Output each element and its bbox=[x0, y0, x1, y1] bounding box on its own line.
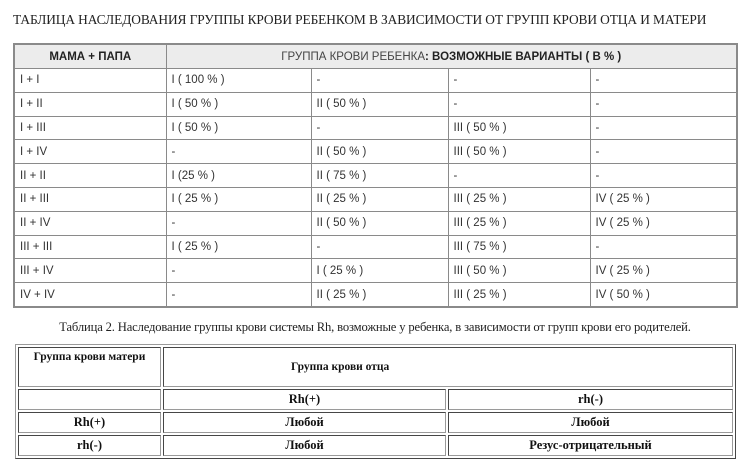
variant-cell: - bbox=[590, 235, 737, 259]
variant-cell: - bbox=[448, 69, 590, 93]
parents-cell: II + IV bbox=[14, 211, 166, 235]
subheader-father-rh-positive: Rh(+) bbox=[163, 389, 446, 410]
variant-cell: - bbox=[590, 140, 737, 164]
variant-cell: III ( 25 % ) bbox=[448, 211, 590, 235]
table-row bbox=[14, 92, 737, 116]
variant-cell: - bbox=[166, 211, 311, 235]
variant-cell: I ( 50 % ) bbox=[166, 116, 311, 140]
variant-cell: II ( 50 % ) bbox=[311, 92, 448, 116]
parents-cell: I + IV bbox=[14, 140, 166, 164]
variant-cell: II ( 50 % ) bbox=[311, 211, 448, 235]
table1-header-row bbox=[14, 44, 737, 69]
variant-cell: I ( 25 % ) bbox=[311, 259, 448, 283]
header-parents: МАМА + ПАПА bbox=[14, 44, 166, 69]
variant-cell: IV ( 25 % ) bbox=[590, 187, 737, 211]
variant-cell: - bbox=[166, 283, 311, 307]
variant-cell: III ( 25 % ) bbox=[448, 283, 590, 307]
parents-cell: II + II bbox=[14, 164, 166, 188]
variant-cell: I ( 25 % ) bbox=[166, 187, 311, 211]
parents-cell: I + II bbox=[14, 92, 166, 116]
variant-cell: III ( 50 % ) bbox=[448, 259, 590, 283]
header-child-prefix: ГРУППА КРОВИ РЕБЕНКА bbox=[281, 50, 426, 63]
mother-rh-cell: Rh(+) bbox=[18, 412, 161, 433]
variant-cell: IV ( 25 % ) bbox=[590, 211, 737, 235]
rh-inheritance-table bbox=[15, 344, 736, 459]
table-row bbox=[14, 187, 737, 211]
variant-cell: IV ( 25 % ) bbox=[590, 259, 737, 283]
variant-cell: - bbox=[590, 116, 737, 140]
table-row bbox=[14, 116, 737, 140]
blood-type-inheritance-table bbox=[13, 43, 738, 308]
table-row bbox=[14, 140, 737, 164]
parents-cell: I + III bbox=[14, 116, 166, 140]
header-mother-group: Группа крови матери bbox=[18, 347, 161, 387]
variant-cell: II ( 25 % ) bbox=[311, 187, 448, 211]
parents-cell: I + I bbox=[14, 69, 166, 93]
variant-cell: - bbox=[590, 92, 737, 116]
table-row bbox=[14, 211, 737, 235]
variant-cell: IV ( 50 % ) bbox=[590, 283, 737, 307]
table-row bbox=[14, 164, 737, 188]
table1-title: ТАБЛИЦА НАСЛЕДОВАНИЯ ГРУППЫ КРОВИ РЕБЕНКОМ В ЗАВИСИМОСТИ ОТ ГРУПП КРОВИ ОТЦА И МАТЕРИ bbox=[13, 12, 707, 27]
subheader-father-rh-negative: rh(-) bbox=[448, 389, 733, 410]
table2-subheader-row bbox=[18, 389, 733, 410]
table-row bbox=[18, 435, 733, 456]
variant-cell: II ( 25 % ) bbox=[311, 283, 448, 307]
variant-cell: - bbox=[590, 69, 737, 93]
variant-cell: - bbox=[311, 69, 448, 93]
variant-cell: - bbox=[166, 140, 311, 164]
variant-cell: - bbox=[166, 259, 311, 283]
parents-cell: III + III bbox=[14, 235, 166, 259]
table-row bbox=[14, 235, 737, 259]
table-row bbox=[14, 69, 737, 93]
variant-cell: III ( 50 % ) bbox=[448, 140, 590, 164]
child-rh-cell: Резус-отрицательный bbox=[448, 435, 733, 456]
variant-cell: - bbox=[448, 92, 590, 116]
variant-cell: - bbox=[448, 164, 590, 188]
variant-cell: - bbox=[311, 116, 448, 140]
variant-cell: II ( 50 % ) bbox=[311, 140, 448, 164]
variant-cell: I ( 50 % ) bbox=[166, 92, 311, 116]
child-rh-cell: Любой bbox=[448, 412, 733, 433]
child-rh-cell: Любой bbox=[163, 412, 446, 433]
table2-title: Таблица 2. Наследование группы крови системы Rh, возможные у ребенка, в зависимости от групп крови его родителей. bbox=[59, 320, 691, 334]
table-row bbox=[14, 283, 737, 307]
subheader-blank bbox=[18, 389, 161, 410]
header-child-suffix: : ВОЗМОЖНЫЕ ВАРИАНТЫ ( В % ) bbox=[425, 50, 622, 63]
parents-cell: II + III bbox=[14, 187, 166, 211]
variant-cell: I ( 100 % ) bbox=[166, 69, 311, 93]
variant-cell: I (25 % ) bbox=[166, 164, 311, 188]
variant-cell: III ( 25 % ) bbox=[448, 187, 590, 211]
table-row bbox=[14, 259, 737, 283]
parents-cell: IV + IV bbox=[14, 283, 166, 307]
variant-cell: II ( 75 % ) bbox=[311, 164, 448, 188]
header-father-group: Группа крови отца bbox=[163, 347, 733, 387]
variant-cell: III ( 50 % ) bbox=[448, 116, 590, 140]
child-rh-cell: Любой bbox=[163, 435, 446, 456]
parents-cell: III + IV bbox=[14, 259, 166, 283]
variant-cell: I ( 25 % ) bbox=[166, 235, 311, 259]
header-child-variants bbox=[166, 44, 737, 69]
table2-header-row bbox=[18, 347, 733, 387]
variant-cell: III ( 75 % ) bbox=[448, 235, 590, 259]
variant-cell: - bbox=[311, 235, 448, 259]
table-row bbox=[18, 412, 733, 433]
variant-cell: - bbox=[590, 164, 737, 188]
mother-rh-cell: rh(-) bbox=[18, 435, 161, 456]
